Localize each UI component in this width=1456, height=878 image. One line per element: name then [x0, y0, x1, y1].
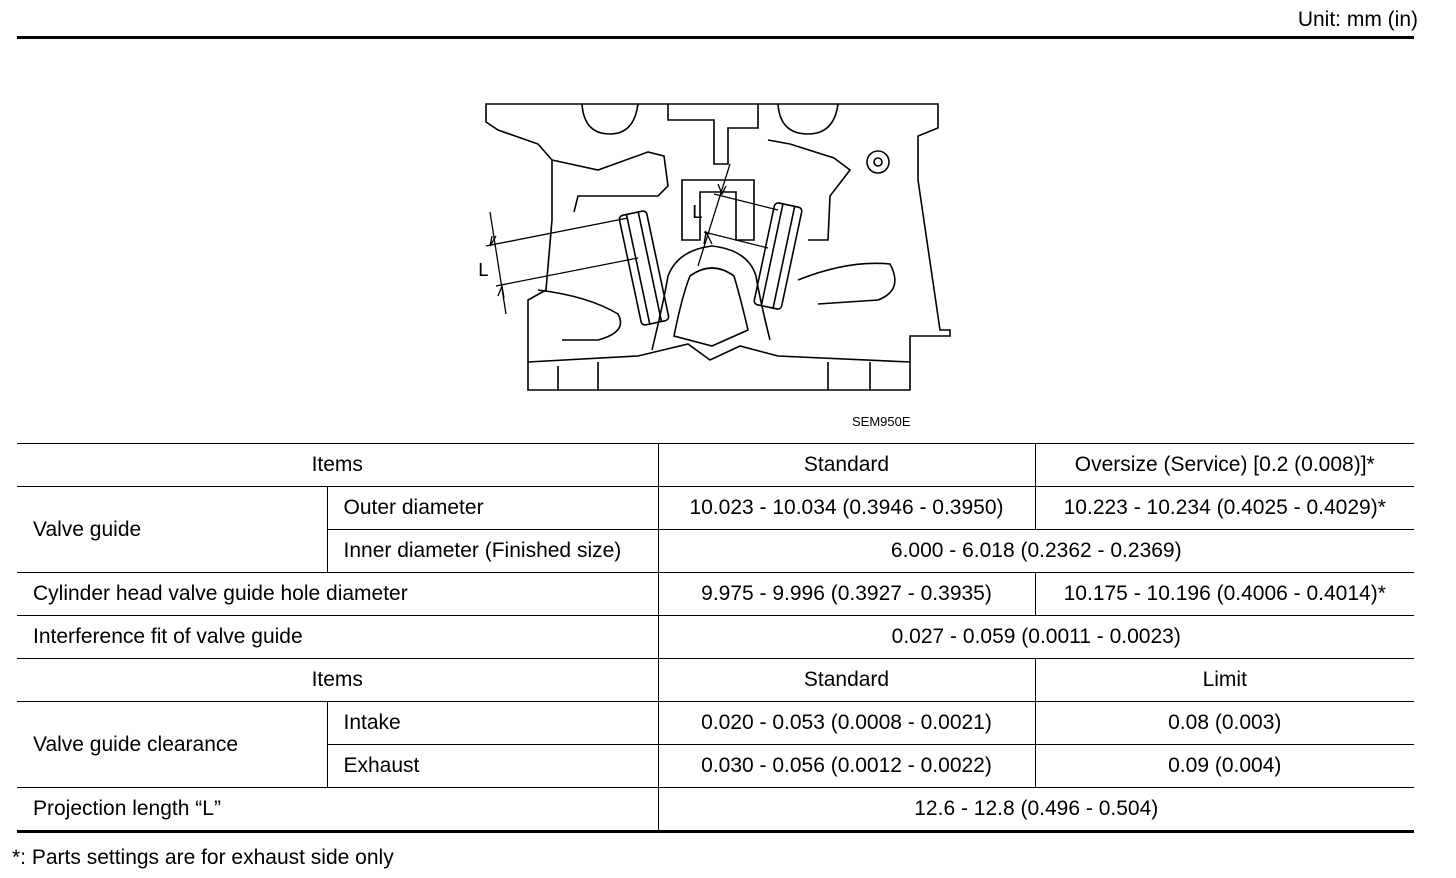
table-row	[17, 702, 1414, 745]
outer-diameter-label: Outer diameter	[327, 487, 658, 530]
unit-label: Unit: mm (in)	[1297, 8, 1418, 31]
cylinder-head-diagram	[478, 100, 958, 392]
bottom-deck	[528, 344, 910, 362]
interference-label: Interference fit of valve guide	[17, 616, 658, 659]
table-row	[17, 573, 1414, 616]
top-port-right	[778, 104, 838, 134]
port-left	[538, 290, 621, 340]
chamber-inner	[674, 268, 748, 346]
dimension-left-label: L	[478, 260, 489, 281]
header-items: Items	[17, 444, 658, 487]
intake-label: Intake	[327, 702, 658, 745]
boss-circle-inner	[874, 158, 882, 166]
header-oversize: Oversize (Service) [0.2 (0.008)]*	[1035, 444, 1414, 487]
table-row	[17, 444, 1414, 487]
footnote: *: Parts settings are for exhaust side only	[12, 846, 394, 869]
exhaust-label: Exhaust	[327, 745, 658, 788]
projection-label: Projection length “L”	[17, 788, 658, 832]
chamber-left	[652, 246, 770, 350]
hole-diameter-standard: 9.975 - 9.996 (0.3927 - 0.3935)	[658, 573, 1035, 616]
top-rule	[17, 36, 1414, 39]
table-row	[17, 616, 1414, 659]
header-limit: Limit	[1035, 659, 1414, 702]
header-items-2: Items	[17, 659, 658, 702]
exhaust-limit: 0.09 (0.004)	[1035, 745, 1414, 788]
outer-diameter-standard: 10.023 - 10.034 (0.3946 - 0.3950)	[658, 487, 1035, 530]
header-standard-2: Standard	[658, 659, 1035, 702]
table-row	[17, 487, 1414, 530]
valve-guide-spec-table	[17, 443, 1414, 833]
hole-diameter-oversize: 10.175 - 10.196 (0.4006 - 0.4014)*	[1035, 573, 1414, 616]
bottom-ribs	[558, 362, 870, 390]
inner-diameter-label: Inner diameter (Finished size)	[327, 530, 658, 573]
exhaust-standard: 0.030 - 0.056 (0.0012 - 0.0022)	[658, 745, 1035, 788]
outer-diameter-oversize: 10.223 - 10.234 (0.4025 - 0.4029)*	[1035, 487, 1414, 530]
top-port-left	[582, 104, 638, 134]
wall-right-upper	[768, 140, 850, 240]
intake-limit: 0.08 (0.003)	[1035, 702, 1414, 745]
figure-code: SEM950E	[852, 414, 911, 429]
inner-diameter-value: 6.000 - 6.018 (0.2362 - 0.2369)	[658, 530, 1414, 573]
port-right	[798, 263, 895, 304]
header-standard: Standard	[658, 444, 1035, 487]
top-notch	[668, 104, 758, 164]
intake-standard: 0.020 - 0.053 (0.0008 - 0.0021)	[658, 702, 1035, 745]
table-row	[17, 788, 1414, 832]
interference-value: 0.027 - 0.059 (0.0011 - 0.0023)	[658, 616, 1414, 659]
boss-circle	[867, 151, 889, 173]
clearance-label: Valve guide clearance	[17, 702, 327, 788]
wall-left-upper	[552, 152, 668, 212]
valve-guide-right	[753, 202, 802, 310]
valve-guide-label: Valve guide	[17, 487, 327, 573]
hole-diameter-label: Cylinder head valve guide hole diameter	[17, 573, 658, 616]
projection-value: 12.6 - 12.8 (0.496 - 0.504)	[658, 788, 1414, 832]
dimension-right-label: L	[692, 202, 703, 223]
dimension-left	[486, 212, 638, 314]
table-row	[17, 659, 1414, 702]
